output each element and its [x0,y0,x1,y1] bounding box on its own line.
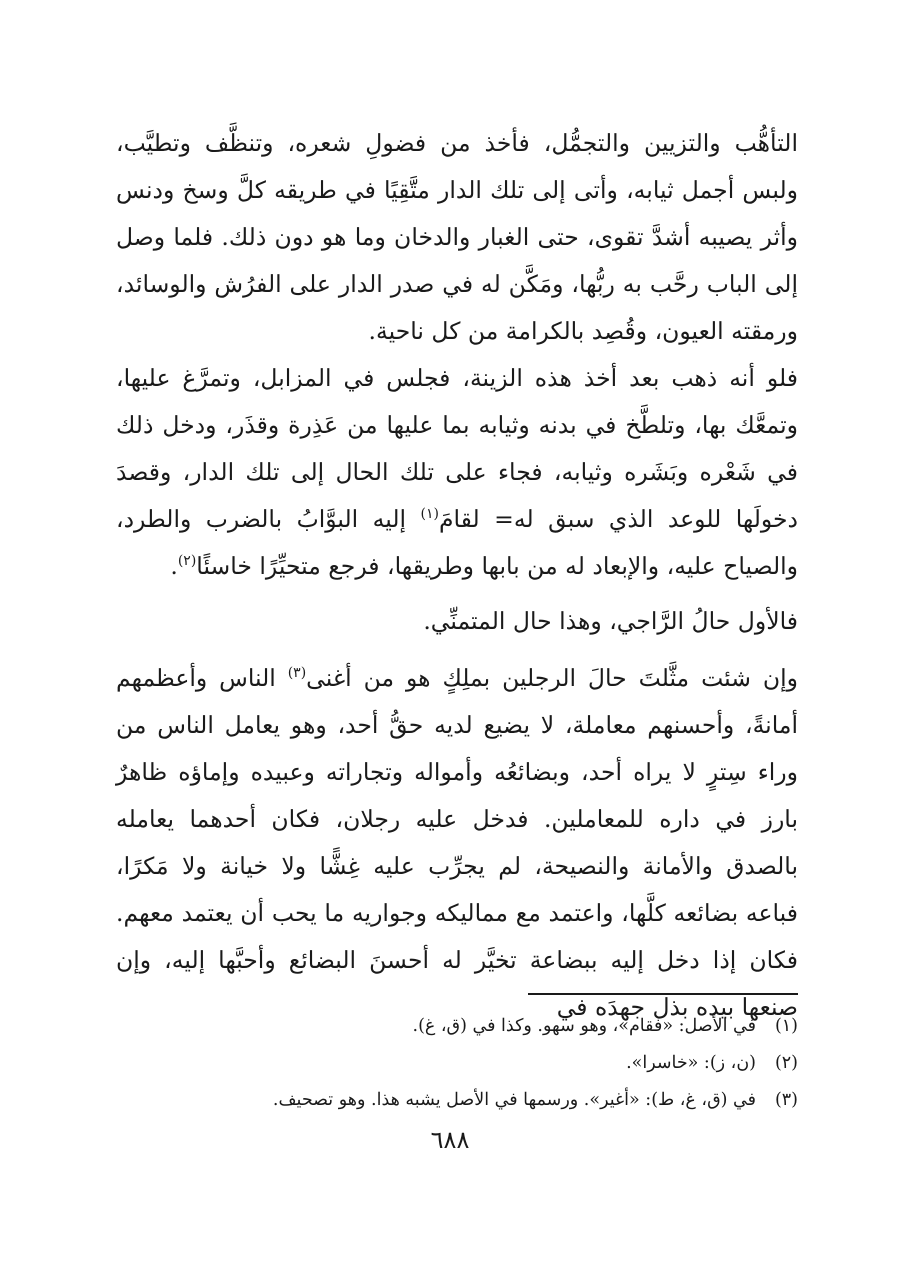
footnote-3-text: في (ق، غ، ط): «أغير». ورسمها في الأصل يشبه هذا. وهو تصحيف. [272,1090,756,1110]
paragraph-2 [116,355,798,590]
page-number: ٦٨٨ [430,1126,470,1154]
footnote-1 [116,1008,798,1045]
footnote-2-text: (ن، ز): «خاسرا». [626,1053,756,1073]
paragraph-2-text-b: إليه البوَّابُ بالضرب والطرد، والصياح عليه، والإبعاد له من بابها وطريقها، فرجع متحيِّرًا خاسئًا [116,505,798,580]
footnote-2 [116,1045,798,1082]
footnote-3 [116,1082,798,1119]
paragraph-2-text-a: فلو أنه ذهب بعد أخذ هذه الزينة، فجلس في المزابل، وتمرَّغ عليها، وتمعَّك بها، وتلطَّخ في بدنه وثيابه بما عليها من عَذِرة وقذَر، ودخل ذلك في شَعْره وبَشَره وثيابه، فجاء على تلك الحال إلى تلك الدار، وقصدَ دخولَها للوعد الذي سبق له= لقامَ [116,364,799,533]
footnote-ref-2[interactable]: (٢) [177,553,197,570]
paragraph-3 [116,598,798,645]
footnotes-list [116,1008,798,1119]
footnote-1-number: (١) [774,1016,798,1036]
paragraph-3-text: فالأول حالُ الرَّاجي، وهذا حال المتمنِّي. [423,607,798,635]
footnote-1-text: في الأصل: «فقام»، وهو سهو. وكذا في (ق، غ). [412,1016,756,1036]
footnote-ref-3[interactable]: (٣) [287,665,307,682]
paragraph-2-text-c: . [170,552,178,580]
footnote-2-number: (٢) [774,1053,798,1073]
paragraph-1 [116,120,798,355]
footnote-3-number: (٣) [774,1090,798,1110]
footnote-ref-1[interactable]: (١) [420,506,439,523]
paragraph-4-text-a: وإن شئت مثَّلتَ حالَ الرجلين بملِكٍ هو من أغنى [306,664,798,692]
paragraph-4 [116,655,798,1031]
paragraph-1-text: التأهُّب والتزيين والتجمُّل، فأخذ من فضولِ شعره، وتنظَّف وتطيَّب، ولبس أجمل ثيابه، وأتى إلى تلك الدار متَّقِيًا في طريقه كلَّ وسخ ودنس وأثر يصيبه أشدَّ تقوى، حتى الغبار والدخان وما هو دون ذلك. فلما وصل إلى الباب رحَّب به ربُّها، ومَكَّن له في صدر الدار على الفرُش والوسائد، ورمقته العيون، وقُصِد بالكرامة من كل ناحية. [116,129,798,345]
footnote-separator [528,993,798,995]
paragraph-4-text-b: الناس وأعظمهم أمانةً، وأحسنهم معاملة، لا يضيع لديه حقُّ أحد، وهو يعامل الناس من وراء سِترٍ لا يراه أحد، وبضائعُه وأمواله وتجاراته وعبيده وإماؤه ظاهرٌ بارز في داره للمعاملين. فدخل عليه رجلان، فكان أحدهما يعامله بالصدق والأمانة والنصيحة، لم يجرِّب عليه غِشًّا ولا خيانة ولا مَكرًا، فباعه بضائعه كلَّها، واعتمد مع مماليكه وجواريه ما يحب أن يعتمد معهم. فكان إذا دخل إليه ببضاعة تخيَّر له أحسنَ البضائع وأحبَّها إليه، وإن صنعها بيده بذل جهدَه في [116,664,798,1021]
